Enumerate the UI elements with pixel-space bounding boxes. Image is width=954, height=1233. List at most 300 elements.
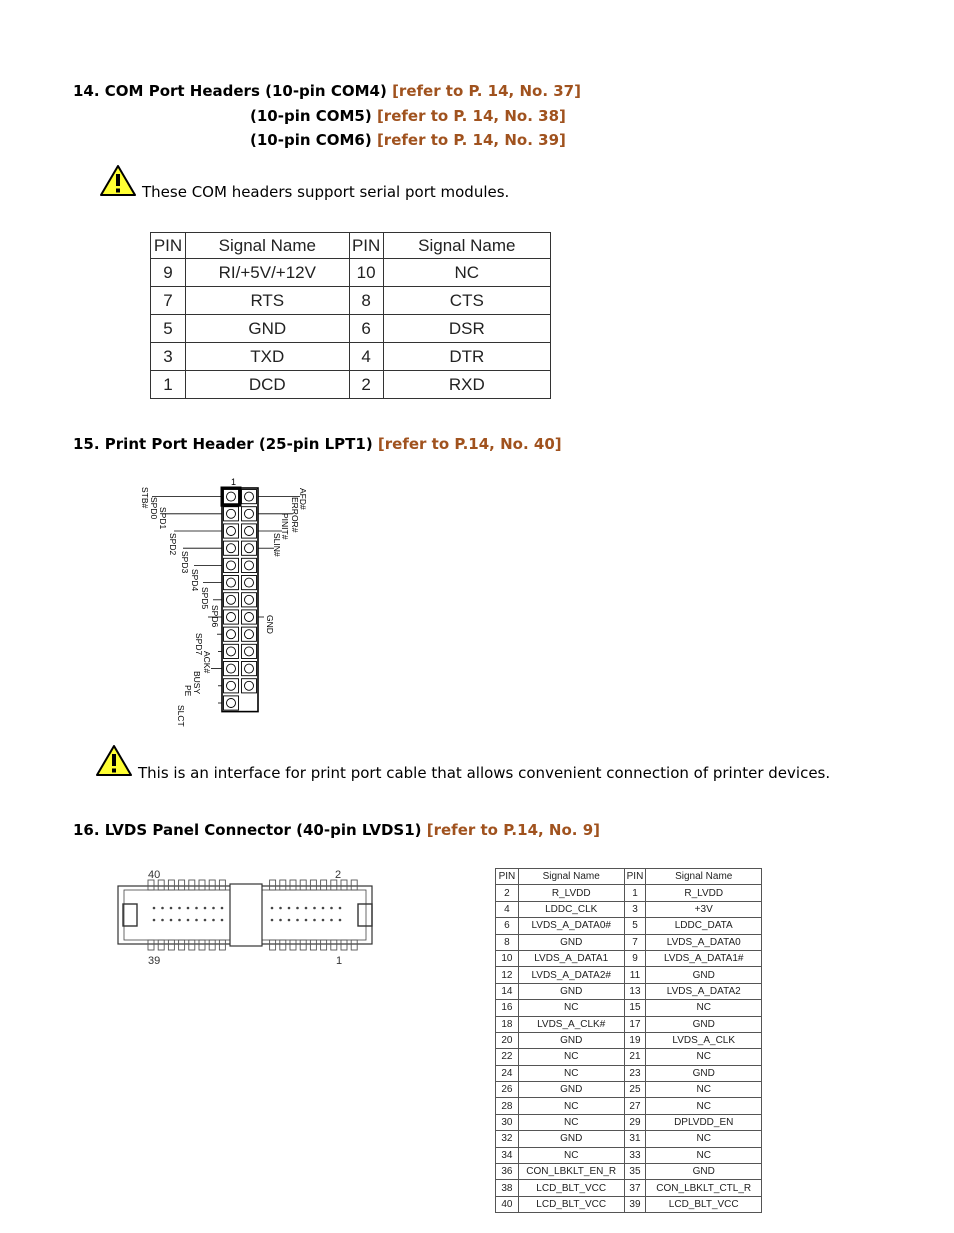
- table-row: [496, 1147, 762, 1163]
- table-cell: GND: [646, 1164, 762, 1180]
- lvds-pin39-label: 39: [148, 955, 161, 967]
- table-cell: 32: [496, 1131, 519, 1147]
- lpt-left-label: PE: [183, 685, 193, 697]
- lpt-pin-cell: [242, 558, 257, 572]
- table-cell: GND: [518, 1082, 624, 1098]
- lpt-left-label: SPD5: [200, 587, 210, 610]
- header-cell: PIN: [349, 233, 383, 259]
- lpt-left-label: SPD4: [190, 569, 200, 592]
- lvds-pin-dot: [212, 919, 215, 922]
- lvds-pin-tooth: [331, 880, 337, 890]
- table-cell: LVDS_A_DATA1: [518, 950, 624, 966]
- table-row: [496, 885, 762, 901]
- table-header-row: [151, 233, 551, 259]
- lvds-pin-tooth: [280, 940, 286, 950]
- lvds-pin-tooth: [179, 940, 185, 950]
- table-cell: 9: [624, 950, 646, 966]
- lpt-left-label: STB#: [140, 487, 150, 509]
- lpt-leader-lines: [152, 497, 300, 703]
- lpt-pin: [227, 527, 236, 536]
- table-cell: 40: [496, 1196, 519, 1212]
- com5-ref[interactable]: [refer to P. 14, No. 38]: [376, 107, 566, 125]
- lvds-pin-dot: [339, 907, 342, 910]
- table-cell: NC: [518, 1065, 624, 1081]
- com6-label: (10-pin COM6): [250, 131, 372, 149]
- table-cell: NC: [646, 1098, 762, 1114]
- lpt-right-label: ERROR#: [290, 497, 300, 533]
- lvds-pin-tooth: [290, 880, 296, 890]
- lvds-pin-dot: [204, 907, 207, 910]
- table-cell: 5: [624, 918, 646, 934]
- lpt-pin-cell: [224, 490, 239, 504]
- table-cell: CON_LBKLT_EN_R: [518, 1164, 624, 1180]
- table-cell: GND: [518, 983, 624, 999]
- lpt-pin-cell: [224, 610, 239, 624]
- lpt-pin-cell: [224, 576, 239, 590]
- table-row: [151, 343, 551, 371]
- lpt-pin: [245, 613, 254, 622]
- section-14-line3: [250, 131, 566, 149]
- table-cell: LVDS_A_DATA1#: [646, 950, 762, 966]
- lpt-pin-cell: [242, 576, 257, 590]
- section-14-heading: [73, 82, 581, 100]
- table-cell: TXD: [185, 343, 349, 371]
- table-cell: DCD: [185, 371, 349, 399]
- lvds-pin-dot: [161, 907, 164, 910]
- header-cell: Signal Name: [646, 869, 762, 885]
- table-cell: 4: [496, 901, 519, 917]
- table-cell: 36: [496, 1164, 519, 1180]
- table-cell: 19: [624, 1032, 646, 1048]
- lvds-pin-dot: [187, 907, 190, 910]
- table-cell: 13: [624, 983, 646, 999]
- table-cell: NC: [518, 1114, 624, 1130]
- table-cell: LCD_BLT_VCC: [518, 1196, 624, 1212]
- section-15-title: 15. Print Port Header (25-pin LPT1): [73, 435, 373, 453]
- table-cell: 23: [624, 1065, 646, 1081]
- table-cell: 1: [624, 885, 646, 901]
- table-row: [496, 1065, 762, 1081]
- lvds-pin-dot: [212, 907, 215, 910]
- lvds-pin-dot: [271, 919, 274, 922]
- lpt-pin-cell: [242, 679, 257, 693]
- lpt-pin-cell: [224, 524, 239, 538]
- lpt-pin: [227, 595, 236, 604]
- lvds-pin-dot: [153, 919, 156, 922]
- lpt-left-label: SPD0: [149, 497, 159, 520]
- lvds-pin-dot: [313, 919, 316, 922]
- table-cell: 10: [349, 259, 383, 287]
- lvds-pin-tooth: [351, 940, 357, 950]
- table-cell: 1: [151, 371, 186, 399]
- lpt-left-label: SPD3: [180, 551, 190, 574]
- table-cell: NC: [383, 259, 550, 287]
- table-cell: RXD: [383, 371, 550, 399]
- lvds-pin-tooth: [148, 880, 154, 890]
- table-cell: 38: [496, 1180, 519, 1196]
- lpt-pin: [245, 492, 254, 501]
- table-cell: 3: [151, 343, 186, 371]
- table-cell: LVDS_A_CLK#: [518, 1016, 624, 1032]
- table-cell: 7: [624, 934, 646, 950]
- table-cell: GND: [646, 1065, 762, 1081]
- lvds-pin-dot: [305, 907, 308, 910]
- table-cell: CON_LBKLT_CTL_R: [646, 1180, 762, 1196]
- lvds-pin-tooth: [351, 880, 357, 890]
- lpt-pin: [227, 681, 236, 690]
- table-row: [151, 287, 551, 315]
- table-cell: 24: [496, 1065, 519, 1081]
- lvds-pin-dot: [279, 907, 282, 910]
- table-row: [496, 901, 762, 917]
- lvds-pin-dot: [313, 907, 316, 910]
- lpt-left-label: SPD7: [194, 633, 204, 656]
- lpt-header-outline: [222, 488, 258, 712]
- header-cell: PIN: [624, 869, 646, 885]
- table-cell: GND: [646, 1016, 762, 1032]
- table-cell: 37: [624, 1180, 646, 1196]
- lpt-pin-cell: [242, 593, 257, 607]
- table-cell: LDDC_CLK: [518, 901, 624, 917]
- lpt-pin: [245, 681, 254, 690]
- lvds-pin-tooth: [168, 940, 174, 950]
- table-row: [496, 918, 762, 934]
- section-14-ref[interactable]: [refer to P. 14, No. 37]: [392, 82, 581, 100]
- lvds-pin-dot: [195, 919, 198, 922]
- com6-ref[interactable]: [refer to P. 14, No. 39]: [376, 131, 566, 149]
- table-row: [496, 1000, 762, 1016]
- table-row: [151, 315, 551, 343]
- table-row: [496, 1082, 762, 1098]
- table-cell: LVDS_A_DATA2#: [518, 967, 624, 983]
- table-row: [496, 1114, 762, 1130]
- table-cell: R_LVDD: [518, 885, 624, 901]
- lvds-pin-tooth: [209, 940, 215, 950]
- lpt-right-label: PINIT#: [280, 513, 290, 540]
- lpt-right-label: AFD#: [298, 488, 308, 510]
- lvds-pin-dot: [170, 919, 173, 922]
- table-cell: NC: [518, 1098, 624, 1114]
- lvds-pin-tooth: [168, 880, 174, 890]
- table-row: [151, 259, 551, 287]
- table-cell: LVDS_A_DATA0: [646, 934, 762, 950]
- lpt-pin: [227, 699, 236, 708]
- table-cell: NC: [646, 1082, 762, 1098]
- lvds-connector-diagram: [112, 864, 382, 969]
- lvds-center-block: [230, 884, 262, 946]
- lvds-pin-tooth: [219, 880, 225, 890]
- table-cell: GND: [518, 1131, 624, 1147]
- table-cell: 8: [496, 934, 519, 950]
- table-cell: NC: [518, 1049, 624, 1065]
- table-cell: DSR: [383, 315, 550, 343]
- table-cell: 5: [151, 315, 186, 343]
- table-cell: NC: [646, 1000, 762, 1016]
- table-cell: 39: [624, 1196, 646, 1212]
- table-cell: 10: [496, 950, 519, 966]
- lvds-pin-tooth: [310, 940, 316, 950]
- table-cell: 27: [624, 1098, 646, 1114]
- lvds-left-latch: [123, 904, 137, 926]
- lpt-left-label: SPD2: [168, 533, 178, 556]
- table-row: [496, 1032, 762, 1048]
- table-cell: 31: [624, 1131, 646, 1147]
- table-cell: 30: [496, 1114, 519, 1130]
- lvds-pin-tooth: [321, 880, 327, 890]
- table-cell: 15: [624, 1000, 646, 1016]
- lvds-pin-tooth: [199, 880, 205, 890]
- lvds-pin-dot: [195, 907, 198, 910]
- lvds-pin-dot: [330, 919, 333, 922]
- table-row: [496, 1098, 762, 1114]
- table-cell: 4: [349, 343, 383, 371]
- lpt-pin: [227, 664, 236, 673]
- table-row: [496, 1016, 762, 1032]
- table-cell: GND: [185, 315, 349, 343]
- table-row: [496, 1180, 762, 1196]
- lvds-pin-table: [495, 868, 762, 1213]
- lpt-pin-cell: [224, 627, 239, 641]
- lvds-pin1-label: 1: [336, 955, 343, 967]
- lvds-pin-tooth: [280, 880, 286, 890]
- lvds-pin-dot: [279, 919, 282, 922]
- lpt-pin-cell: [224, 679, 239, 693]
- table-cell: NC: [646, 1049, 762, 1065]
- lpt-pin1-marker: [222, 488, 240, 505]
- lpt-pin-cell: [224, 644, 239, 658]
- lvds-pin-dot: [322, 907, 325, 910]
- lvds-pin-dot: [288, 907, 291, 910]
- lpt-pin-cell: [224, 558, 239, 572]
- lvds-pin-tooth: [179, 880, 185, 890]
- table-cell: 22: [496, 1049, 519, 1065]
- lvds-pin2-label: 2: [335, 869, 342, 881]
- lvds-pin40-label: 40: [148, 869, 161, 881]
- table-cell: +3V: [646, 901, 762, 917]
- table-row: [496, 934, 762, 950]
- table-row: [151, 371, 551, 399]
- table-cell: 14: [496, 983, 519, 999]
- lvds-pin-dot: [322, 919, 325, 922]
- lvds-pin-tooth: [341, 940, 347, 950]
- lpt-pin-cell: [224, 507, 239, 521]
- lvds-pin-dot: [271, 907, 274, 910]
- table-row: [496, 983, 762, 999]
- lvds-pin-tooth: [341, 880, 347, 890]
- lvds-pin-dot: [305, 919, 308, 922]
- lpt-pin: [245, 595, 254, 604]
- lvds-pin-tooth: [189, 940, 195, 950]
- table-cell: GND: [646, 967, 762, 983]
- lvds-pin-dot: [153, 907, 156, 910]
- table-cell: LDDC_DATA: [646, 918, 762, 934]
- com-pin-table: [150, 232, 551, 399]
- lpt-pin: [227, 509, 236, 518]
- lpt-pin-cell: [242, 662, 257, 676]
- table-row: [496, 967, 762, 983]
- table-cell: 9: [151, 259, 186, 287]
- lpt-header-diagram: [130, 475, 330, 730]
- lvds-pin-dot: [288, 919, 291, 922]
- lpt-pin: [245, 509, 254, 518]
- section-16-title: 16. LVDS Panel Connector (40-pin LVDS1): [73, 821, 422, 839]
- table-row: [496, 1196, 762, 1212]
- header-cell: Signal Name: [518, 869, 624, 885]
- table-cell: NC: [646, 1147, 762, 1163]
- lpt-pin-cell: [242, 490, 257, 504]
- com5-label: (10-pin COM5): [250, 107, 372, 125]
- lpt-pin: [245, 578, 254, 587]
- lvds-pin-dot: [178, 919, 181, 922]
- lvds-pin-tooth: [209, 880, 215, 890]
- table-cell: LVDS_A_DATA0#: [518, 918, 624, 934]
- table-cell: 2: [349, 371, 383, 399]
- lpt-pin1-label: 1: [231, 477, 237, 487]
- table-cell: 7: [151, 287, 186, 315]
- header-cell: PIN: [151, 233, 186, 259]
- table-row: [496, 950, 762, 966]
- lpt-left-label: SLCT: [176, 705, 186, 727]
- lpt-pin: [245, 630, 254, 639]
- lvds-pin-tooth: [300, 940, 306, 950]
- table-cell: 3: [624, 901, 646, 917]
- lpt-pin-grid: [222, 488, 258, 712]
- lvds-pin-dot: [170, 907, 173, 910]
- lvds-pin-tooth: [219, 940, 225, 950]
- table-cell: 28: [496, 1098, 519, 1114]
- table-cell: CTS: [383, 287, 550, 315]
- lvds-pin-tooth: [158, 880, 164, 890]
- table-cell: 33: [624, 1147, 646, 1163]
- header-cell: PIN: [496, 869, 519, 885]
- lpt-left-label: ACK#: [202, 651, 212, 674]
- section-15-note: This is an interface for print port cable that allows convenient connection of printer devices.: [138, 764, 831, 782]
- table-cell: 25: [624, 1082, 646, 1098]
- lpt-right-label: SLIN#: [272, 533, 282, 557]
- table-cell: NC: [646, 1131, 762, 1147]
- table-cell: GND: [518, 934, 624, 950]
- lvds-pin-tooth: [321, 940, 327, 950]
- lpt-pin: [245, 544, 254, 553]
- lpt-left-label: BUSY: [192, 671, 202, 695]
- lvds-pin-tooth: [270, 880, 276, 890]
- lvds-pin-dot: [330, 907, 333, 910]
- lpt-left-label: SPD1: [158, 507, 168, 530]
- table-cell: 8: [349, 287, 383, 315]
- lvds-pin-dot: [339, 919, 342, 922]
- lvds-pin-tooth: [290, 940, 296, 950]
- table-cell: 17: [624, 1016, 646, 1032]
- table-cell: LCD_BLT_VCC: [518, 1180, 624, 1196]
- lpt-right-labels: [265, 488, 308, 634]
- lpt-pin-cell: [242, 644, 257, 658]
- lpt-pin: [227, 613, 236, 622]
- lvds-pin-tooth: [148, 940, 154, 950]
- table-cell: 6: [349, 315, 383, 343]
- table-cell: DPLVDD_EN: [646, 1114, 762, 1130]
- lpt-pin-cell: [242, 610, 257, 624]
- lpt-pin-cell: [224, 593, 239, 607]
- lvds-pin-dot: [296, 907, 299, 910]
- lpt-pin: [245, 527, 254, 536]
- table-cell: RI/+5V/+12V: [185, 259, 349, 287]
- table-cell: 34: [496, 1147, 519, 1163]
- table-cell: 29: [624, 1114, 646, 1130]
- table-cell: 20: [496, 1032, 519, 1048]
- table-cell: 6: [496, 918, 519, 934]
- lpt-right-label: GND: [265, 615, 275, 634]
- header-cell: Signal Name: [185, 233, 349, 259]
- lpt-pin: [245, 561, 254, 570]
- section-14-title: 14. COM Port Headers (10-pin COM4): [73, 82, 387, 100]
- lpt-pin: [227, 561, 236, 570]
- lvds-pin-tooth: [189, 880, 195, 890]
- warning-icon: [99, 164, 137, 197]
- header-cell: Signal Name: [383, 233, 550, 259]
- lpt-pin: [227, 544, 236, 553]
- table-cell: 18: [496, 1016, 519, 1032]
- lpt-pin-cell: [224, 541, 239, 555]
- lpt-pin: [227, 630, 236, 639]
- lpt-pin-cell: [242, 524, 257, 538]
- lvds-pin-tooth: [270, 940, 276, 950]
- lvds-pin-tooth: [158, 940, 164, 950]
- lpt-pin: [227, 647, 236, 656]
- table-cell: 2: [496, 885, 519, 901]
- table-row: [496, 1131, 762, 1147]
- lpt-pin: [227, 492, 236, 501]
- table-cell: LCD_BLT_VCC: [646, 1196, 762, 1212]
- section-16-ref[interactable]: [refer to P.14, No. 9]: [426, 821, 600, 839]
- warning-icon: [95, 744, 133, 777]
- table-cell: LVDS_A_DATA2: [646, 983, 762, 999]
- lpt-pin-cell: [242, 507, 257, 521]
- lvds-pin-dot: [221, 907, 224, 910]
- table-cell: 21: [624, 1049, 646, 1065]
- table-cell: LVDS_A_CLK: [646, 1032, 762, 1048]
- lvds-pin-tooth: [310, 880, 316, 890]
- lpt-left-labels: [140, 487, 220, 727]
- table-cell: 35: [624, 1164, 646, 1180]
- table-cell: 26: [496, 1082, 519, 1098]
- lpt-pin-cell: [242, 627, 257, 641]
- lvds-pin-dot: [178, 907, 181, 910]
- table-cell: 11: [624, 967, 646, 983]
- section-15-heading: [73, 435, 562, 453]
- section-15-ref[interactable]: [refer to P.14, No. 40]: [377, 435, 562, 453]
- section-14-note: These COM headers support serial port modules.: [142, 183, 510, 201]
- lvds-connector-body: [118, 880, 372, 950]
- lvds-pin-dot: [296, 919, 299, 922]
- lpt-pin: [245, 664, 254, 673]
- table-row: [496, 1164, 762, 1180]
- table-cell: DTR: [383, 343, 550, 371]
- lpt-pin: [245, 647, 254, 656]
- table-cell: GND: [518, 1032, 624, 1048]
- section-16-heading: [73, 821, 600, 839]
- table-cell: 12: [496, 967, 519, 983]
- lvds-pin-dot: [161, 919, 164, 922]
- table-cell: RTS: [185, 287, 349, 315]
- table-cell: NC: [518, 1000, 624, 1016]
- lpt-pin-cell: [224, 662, 239, 676]
- table-cell: NC: [518, 1147, 624, 1163]
- lvds-pin-dot: [187, 919, 190, 922]
- lpt-left-label: SPD6: [210, 605, 220, 628]
- table-cell: R_LVDD: [646, 885, 762, 901]
- lpt-pin-cell: [224, 696, 239, 710]
- lvds-pin-dot: [221, 919, 224, 922]
